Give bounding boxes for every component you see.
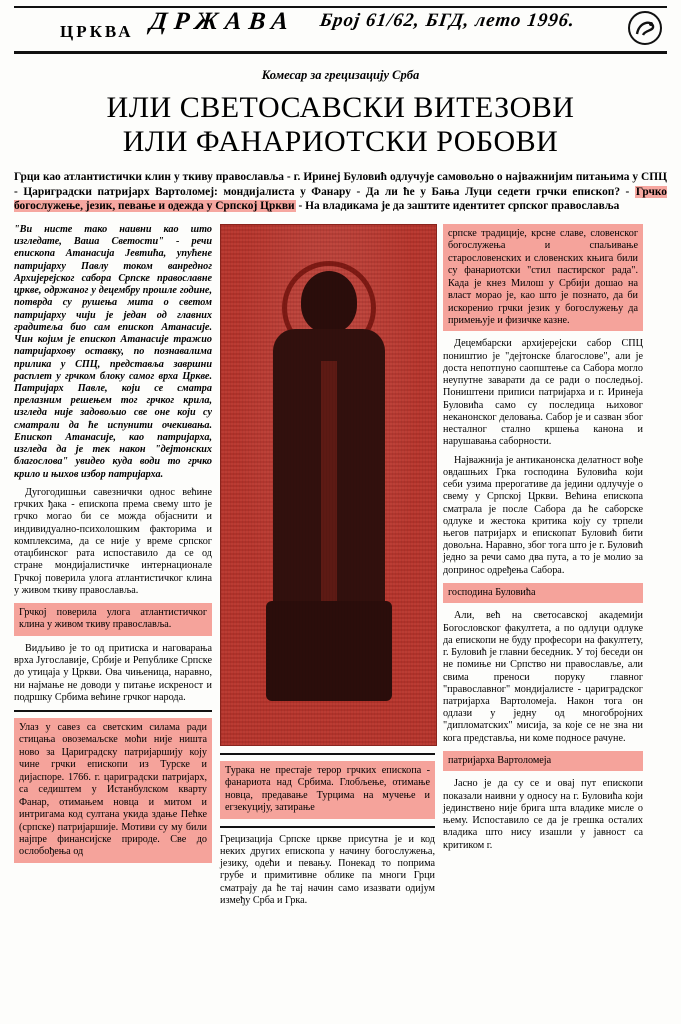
middle-divider-2 (220, 826, 435, 828)
left-highlight-inline: Грчкој поверила улога атлантистичког клина у живом ткиву православља. (14, 603, 212, 636)
middle-divider-1 (220, 753, 435, 755)
masthead-section-label: ЦРКВА (60, 22, 134, 41)
left-paragraph-2: Дугогодишњи савезнички однос већине грчких ђака - епископа према свему што је грчко могао би се можда објаснити и индивидуално-психолошким факторима и комплексима, да се није у време српског отаџбинског рата испоставило да се од стране мондијалистичке интернационале Грчкој поверила улога атлантистичког клина у живом ткиву православља. (14, 486, 212, 596)
article-columns (14, 224, 667, 984)
lead-paragraph (14, 170, 667, 214)
right-paragraph-4: Јасно је да су се и овај пут епископи показали наивни у односу на г. Буловића који јединствено није брига шта владике мисле о њему. Испоставило се да је грешка осталих владика што нису изашли у јавност са критиком г. (443, 778, 643, 851)
lead-part-1: Грци као атлантистички клин у ткиву православља - г. Иринеј Буловић одлучује самовољно о најважнијим питањима у СПЦ - Цариградски патријарх Вартоломеј: мондијалиста у Фанару - Да ли ће у Бања Луци седети грчки епископ? - (14, 171, 667, 198)
left-divider (14, 710, 212, 712)
right-paragraph-3: Али, већ на светосавској академији Богословског факултета, а по одлуци одлуке да епископи не буду професори на факултету, г. Буловић је главни беседник. У тој беседи он не помиње ни Српство ни православље, али свима преноси поруку главног "православног" мондијалисте - цариградског патријарха Вартоломеја. Након тога он одлази у једну од многобројних "дипломатских" мисија, за које се не зна ни кога представља, ни коме подносе рачуне. (443, 610, 643, 744)
page-title (0, 91, 681, 158)
left-paragraph-3: Видљиво је то од притиска и наговарања врха Југославије, Србије и Републике Српске до утицаја у Цркви. Ова чињеница, наравно, ни најмање не доводи у питање искреност и подршку Србима већине грчког народа. (14, 642, 212, 703)
lead-part-2: - На владикама је да заштите идентитет српског православља (295, 200, 620, 213)
right-highlight-inline-2: патријарха Вартоломеја (443, 751, 643, 771)
left-highlight-box: Улаз у савез са светским силама ради стицања овоземаљске моћи није ништа ново за Цариградску патријаршију коју чине грчки епископи из Турске и дијаспоре. 1766. г. цариградски патријарх, са седиштем у Истанбулском кварту Фанар, отимањем новца и митом и интригама код султана укида здање Пећке (српске) патријаршије. Мотиви су му били најпре финансијске природе. Све до ослобођења од (14, 718, 212, 863)
masthead-title: ДРЖАВА (148, 8, 297, 35)
masthead-issue: Број 61/62, БГД, лето 1996. (318, 10, 577, 31)
lead-highlight: Грчко богослужење, језик, певање и одежда у Српској Цркви (14, 185, 667, 213)
masthead-rule-bottom (14, 51, 667, 54)
right-paragraph-1: Децембарски архијерејски сабор СПЦ поништио је "дејтонске благослове", али је доста непотпуно саопштење са Сабора могло неупутне заварати да се ради о последњој. Поништени приписи патријарха и г. Иринеја Буловића само су последица њиховог неканонског деловања. Сабор је и сазван због несталног стално кршења канона и нарушавања саборности. (443, 338, 643, 448)
right-highlight-box-1: српске традиције, крсне славе, словенског богослужења и спаљивање старословенских и словенских књига били су фанариотски "стил пастирског рада". Када је кнез Милош у Србији дошао на власт морао је, као што је познато, да би искоренио грчки језик у богослужењу да примењује и физичке казне. (443, 224, 643, 332)
headline-line-2: ИЛИ ФАНАРИОТСКИ РОБОВИ (122, 124, 559, 158)
right-highlight-inline-1: господина Буловића (443, 583, 643, 603)
pull-quote: "Ви нисте тако наивни као што изгледате, Ваша Светости" - речи епископа Атанасија Јевтића, упућене патријарху Павлу током ванредног Архијерејског сабора Српске православне цркве, одржаног у децембру прошле године, потврда су рушења мита о светом патријарху чији је један од главних градитеља био сам епископ Атанасије. Чин којим је епископ Атанасије тражио патријархову оставку, по познавалима прилика у СПЦ, представља завршни расплет у грчком блоку самог врха Цркве. Патријарх Павле, који се сматра прелазним решењем тог грчког крила, изгледа није задовољио све оне који су сматрали да ће испунити очекивања. Епископ Атанасије, као патријарха, изгледа да је тек након "дејтонских благослова" увидео куда води то грчко крило и њихов избор патријарха. (14, 223, 212, 480)
photo-grain (221, 225, 436, 745)
masthead (0, 0, 681, 56)
masthead-rule-top (14, 6, 667, 8)
middle-paragraph-1: Грецизација Српске цркве присутна је и код неких других епископа у начину богослужења, језику, одећи и певању. Понекад то поприма грубе и примитивне облике па многи Грци сматрају да ће тај начин само изазвати одијум између Срба и Грка. (220, 833, 435, 906)
kicker: Комесар за грецизацију Срба (261, 68, 420, 82)
column-right (443, 224, 643, 858)
middle-highlight-box-1: Турака не престаје терор грчких епископа - фанариота над Србима. Глобљење, отимање новца, предавање Турцима на мучење и егзекуцију, затирање (220, 761, 435, 819)
headline-line-1: ИЛИ СВЕТОСАВСКИ ВИТЕЗОВИ (106, 91, 575, 124)
right-paragraph-2: Најважнија је антиканонска делатност вође овдашњих Грка господина Буловића који себи узима прерогативе да једини одлучује о свему у Српској Цркви. Већина епископа сматрала је после Сабора да ће саборске одлуке и жестока критика коју су трпели његов патријарх и епископат Буловић бити довољна. Наравно, због тога што је г. Буловић једно за речи само два пута, а то је молио за допринос одређења Сабора. (443, 454, 643, 576)
emblem-icon (627, 10, 663, 46)
portrait-photo (220, 224, 437, 746)
column-middle (220, 224, 435, 913)
column-left (14, 224, 212, 870)
